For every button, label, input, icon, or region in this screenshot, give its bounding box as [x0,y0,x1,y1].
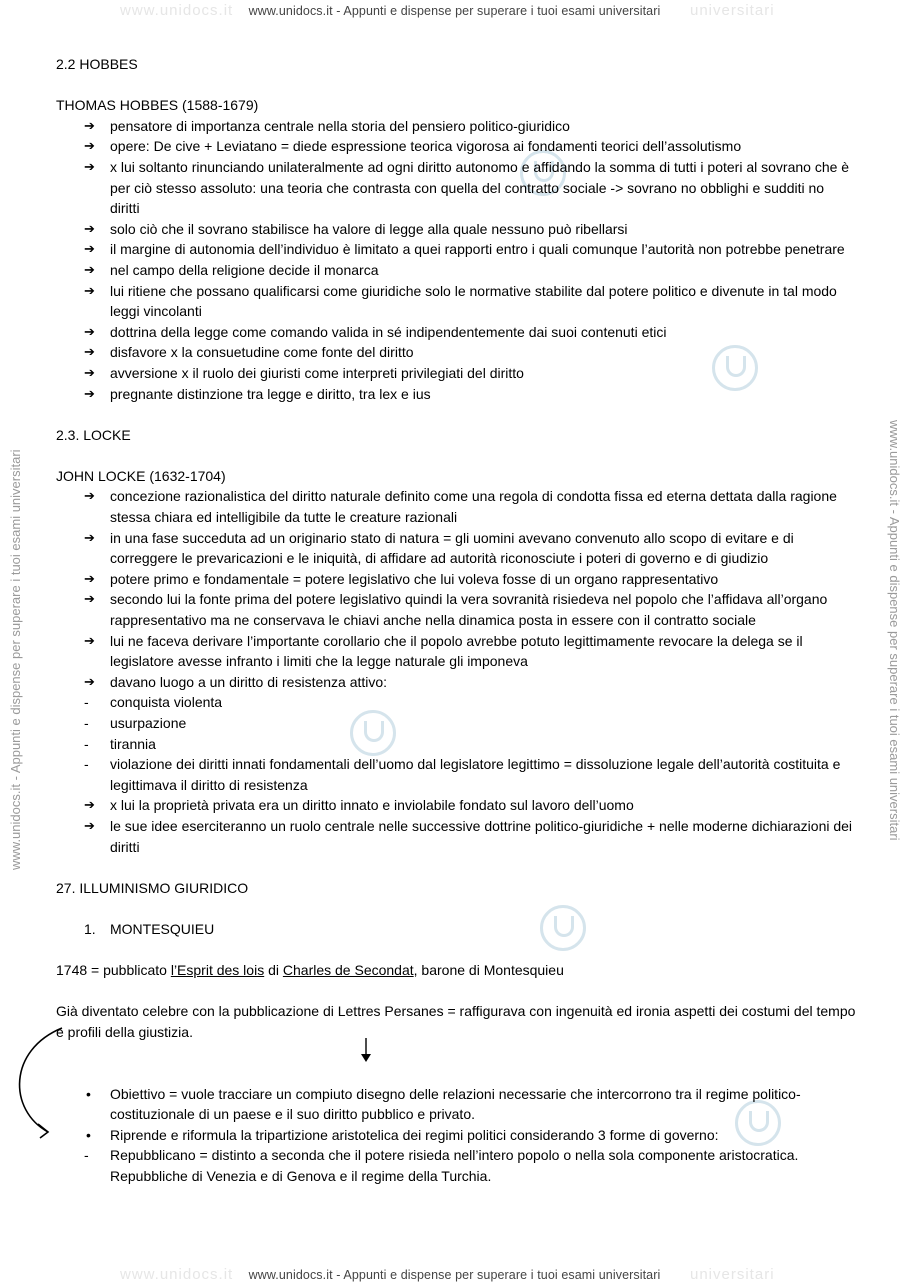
watermark-ghost: universitari [690,2,775,19]
list-item-text: secondo lui la fonte prima del potere legislativo quindi la vera sovranità risiedeva nel popolo che l’affidava all’organo rappresentativo ma ne conservava le chiavi anche nella dinamica posta in essere con il contratto sociale [110,591,828,629]
montesquieu-title: MONTESQUIEU [110,920,215,937]
underlined-title: l’Esprit des lois [170,962,265,979]
list-item-text: le sue idee eserciteranno un ruolo centrale nelle successive dottrine politico-giuridiche + nelle moderne dichiarazioni dei diritti [110,817,853,855]
footer-banner: www.unidocs.it - Appunti e dispense per superare i tuoi esami universitari [248,1268,661,1282]
list-item-text: avversione x il ruolo dei giuristi come interpreti privilegiati del diritto [110,364,524,381]
list-item-text: conquista violenta [110,694,223,711]
list-item-text: solo ciò che il sovrano stabilisce ha valore di legge alla quale nessuno può ribellarsi [110,220,628,237]
dash-mark: - [84,715,89,731]
list-number: 1. [84,920,96,937]
arrowhead-icon [38,1124,48,1138]
side-watermark-right: www.unidocs.it - Appunti e dispense per superare i tuoi esami universitari [887,420,902,841]
list-item-text: concezione razionalistica del diritto naturale definito come una regola di condotta fissa ed eterna dettata dalla ragione stessa chiara ed intelligibile da tutte le creature razionali [110,488,837,526]
arrow-bullet-icon: ➔ [84,158,95,174]
list-item-text: violazione dei diritti innati fondamentali dell’uomo dal legislatore legittimo = dissoluzione legale dell’autorità costituita e legittimava il diritto di resistenza [110,756,841,793]
arrow-bullet-icon: ➔ [84,261,95,277]
dash-text: Repubblicano = distinto a seconda che il potere risieda nell’intero popolo o nella sola componente aristocratica. Repubbliche di Venezia e di Genova e il regime della Turchia. [110,1147,799,1185]
section-heading-illuminismo: 27. ILLUMINISMO GIURIDICO [56,879,249,896]
lettres-persanes-para: Già diventato celebre con la pubblicazione di Lettres Persanes = raffigurava con ingenuità ed ironia aspetti dei costumi del tempo e profili della giustizia. [56,1003,856,1040]
header-banner: www.unidocs.it - Appunti e dispense per superare i tuoi esami universitari [248,4,661,18]
list-item-text: disfavore x la consuetudine come fonte del diritto [110,344,414,361]
list-item-text: Riprende e riformula la tripartizione aristotelica dei regimi politici considerando 3 forme di governo: [110,1126,719,1143]
arrow-bullet-icon: ➔ [84,220,95,236]
dash-mark: - [84,756,89,773]
list-item-text: dottrina della legge come comando valida in sé indipendentemente dai suoi contenuti etici [110,323,667,340]
list-item-text: pregnante distinzione tra legge e diritto, tra lex e ius [110,385,431,402]
list-item-text: tirannia [110,735,156,752]
arrow-bullet-icon: ➔ [84,282,95,298]
text-run: , barone di Montesquieu [413,962,564,979]
list-item-text: Obiettivo = vuole tracciare un compiuto disegno delle relazioni necessarie che intercorrono tra il regime politico-costituzionale di un paese e il suo diritto pubblico e privato. [110,1085,801,1123]
locke-title: JOHN LOCKE (1632-1704) [56,467,226,484]
arrow-bullet-icon: ➔ [84,241,95,257]
arrow-bullet-icon: ➔ [84,591,95,607]
list-item-text: nel campo della religione decide il monarca [110,261,379,278]
dash-mark: - [84,735,89,752]
bullet-icon: • [86,1085,91,1102]
underlined-name: Charles de Secondat [282,962,414,979]
side-watermark-left: www.unidocs.it - Appunti e dispense per superare i tuoi esami universitari [8,449,23,870]
arrow-bullet-icon: ➔ [84,488,95,504]
dash-mark: - [84,1147,89,1164]
arrow-bullet-icon: ➔ [84,344,95,360]
arrow-bullet-icon: ➔ [84,817,95,833]
watermark-ghost: universitari [690,1266,775,1283]
arrow-bullet-icon: ➔ [84,364,95,380]
arrow-bullet-icon: ➔ [84,797,95,813]
list-item-text: x lui la proprietà privata era un diritto innato e inviolabile fondato sul lavoro dell’uomo [110,797,634,814]
section-heading-locke: 2.3. LOCKE [56,426,131,443]
list-item-text: davano luogo a un diritto di resistenza attivo: [110,673,388,690]
arrow-bullet-icon: ➔ [84,673,95,689]
list-item-text: potere primo e fondamentale = potere legislativo che lui voleva fosse di un organo rappresentativo [110,570,719,587]
list-item-text: x lui soltanto rinunciando unilateralmente ad ogni diritto autonomo e affidando la somma di tutti i poteri al sovrano che è per ciò stesso assoluto: una teoria che contrasta con quella del contratto sociale -> sovrano no obblighi e sudditi no diritti [110,158,850,217]
arrow-bullet-icon: ➔ [84,138,95,154]
arrow-bullet-icon: ➔ [84,323,95,339]
text-run: 1748 = pubblicato [56,962,171,979]
arrow-bullet-icon: ➔ [84,385,95,401]
list-item-text: in una fase succeduta ad un originario stato di natura = gli uomini avevano convenuto allo scopo di evitare e di correggere le prevaricazioni e le iniquità, di affidare ad autorità riconosciute i poteri di governo e di giudizio [110,529,794,567]
arrow-bullet-icon: ➔ [84,632,95,648]
arrow-bullet-icon: ➔ [84,529,95,545]
list-item-text: il margine di autonomia dell’individuo è limitato a quei rapporti entro i quali comunque l’autorità non potrebbe penetrare [110,241,845,258]
hobbes-title: THOMAS HOBBES (1588-1679) [56,97,259,114]
list-item-text: lui ritiene che possano qualificarsi come giuridiche solo le normative stabilite dal potere politico e divenute in tal modo leggi vincolanti [110,282,837,320]
dash-mark: - [84,694,89,711]
section-heading-hobbes: 2.2 HOBBES [56,56,138,72]
list-item-text: opere: De cive + Leviatano = diede espressione teorica vigorosa ai fondamenti teorici dell’assolutismo [110,138,742,155]
arrow-bullet-icon: ➔ [84,117,95,133]
arrow-bullet-icon: ➔ [84,570,95,586]
list-item-text: usurpazione [110,715,187,731]
down-arrowhead-icon [361,1054,371,1062]
bullet-icon: • [86,1126,91,1143]
text-run: di [264,962,283,979]
list-item-text: lui ne faceva derivare l’importante corollario che il popolo avrebbe potuto legittimamente revocare la delega se il legislatore avesse infranto i limiti che la legge naturale gli imponeva [110,632,803,670]
list-item-text: pensatore di importanza centrale nella storia del pensiero politico-giuridico [110,117,570,134]
watermark-ghost: www.unidocs.it [120,1266,234,1283]
watermark-ghost: www.unidocs.it [120,2,234,19]
curved-arrow-icon [20,1028,62,1132]
